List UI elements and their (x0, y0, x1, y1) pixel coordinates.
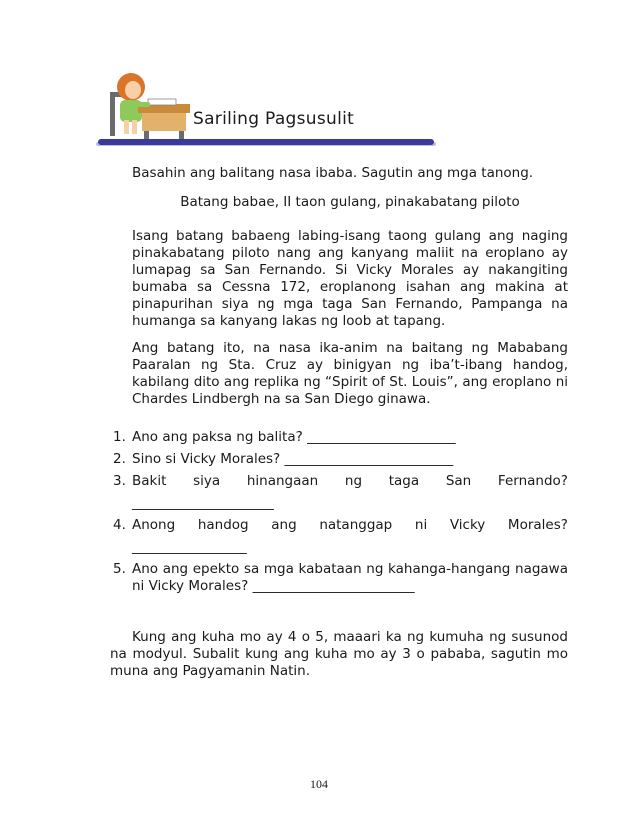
article-paragraph-2: Ang batang ito, na nasa ika-anim na baitang ng Mababang Paaralan ng Sta. Cruz ay binigyan ng iba’t-ibang handog, kabilang dito ang replika ng “Spirit of St. Louis”, ang eroplano ni Chardes Lindbergh na sa San Diego ginawa. (132, 340, 568, 407)
question-number: 3. (113, 473, 126, 489)
question-text (132, 473, 568, 490)
question-word: siya (193, 473, 221, 489)
question-word: Bakit (132, 473, 167, 489)
section-title: Sariling Pagsusulit (193, 109, 355, 129)
title-underline (98, 139, 434, 145)
question-word: Morales? (507, 517, 568, 533)
question-text: Sino si Vicky Morales? _________________________ (132, 451, 454, 467)
question-item (113, 451, 568, 468)
answer-blank: _____________________ (132, 495, 274, 511)
question-word: ng (344, 473, 363, 489)
question-text (132, 517, 568, 534)
question-item (113, 429, 568, 446)
question-list (113, 429, 568, 600)
question-word: hinangaan (246, 473, 319, 489)
question-word: Anong (132, 517, 176, 533)
question-word: Fernando? (497, 473, 568, 489)
question-word: San (445, 473, 472, 489)
question-number: 1. (113, 429, 126, 445)
question-number: 4. (113, 517, 126, 533)
article-headline: Batang babae, II taon gulang, pinakabatang piloto (180, 194, 520, 210)
article-paragraph-1: Isang batang babaeng labing-isang taong gulang ang naging pinakabatang piloto nang ang kanyang maliit na eroplano ay lumapag sa San Fernando. Si Vicky Morales ay nakangiting bumaba sa Cessna 172, eroplanong isahan ang makina at pinapurihan siya ng mga taga San Fernando, Pampanga na humanga sa kanyang lakas ng loob at tapang. (132, 228, 568, 329)
question-word: ni (414, 517, 428, 533)
question-item (113, 473, 568, 512)
conclusion-paragraph: Kung ang kuha mo ay 4 o 5, maaari ka ng kumuha ng susunod na modyul. Subalit kung ang kuha mo ay 3 o pababa, sagutin mo muna ang Pagyamanin Natin. (110, 629, 568, 679)
girl-at-desk-icon (104, 70, 196, 142)
question-text: Ano ang paksa ng balita? ______________________ (132, 429, 456, 445)
instruction-text: Basahin ang balitang nasa ibaba. Sagutin ang mga tanong. (132, 165, 534, 181)
question-word: natanggap (319, 517, 393, 533)
answer-blank: _________________ (132, 539, 247, 555)
question-item (113, 561, 568, 595)
question-word: Vicky (449, 517, 486, 533)
question-word: taga (388, 473, 420, 489)
page-number: 104 (310, 777, 328, 791)
question-number: 2. (113, 451, 126, 467)
question-text: Ano ang epekto sa mga kabataan ng kahanga-hangang nagawa ni Vicky Morales? ________________________ (132, 561, 568, 594)
question-number: 5. (113, 561, 126, 577)
question-item (113, 517, 568, 556)
question-word: ang (271, 517, 297, 533)
question-word: handog (197, 517, 249, 533)
